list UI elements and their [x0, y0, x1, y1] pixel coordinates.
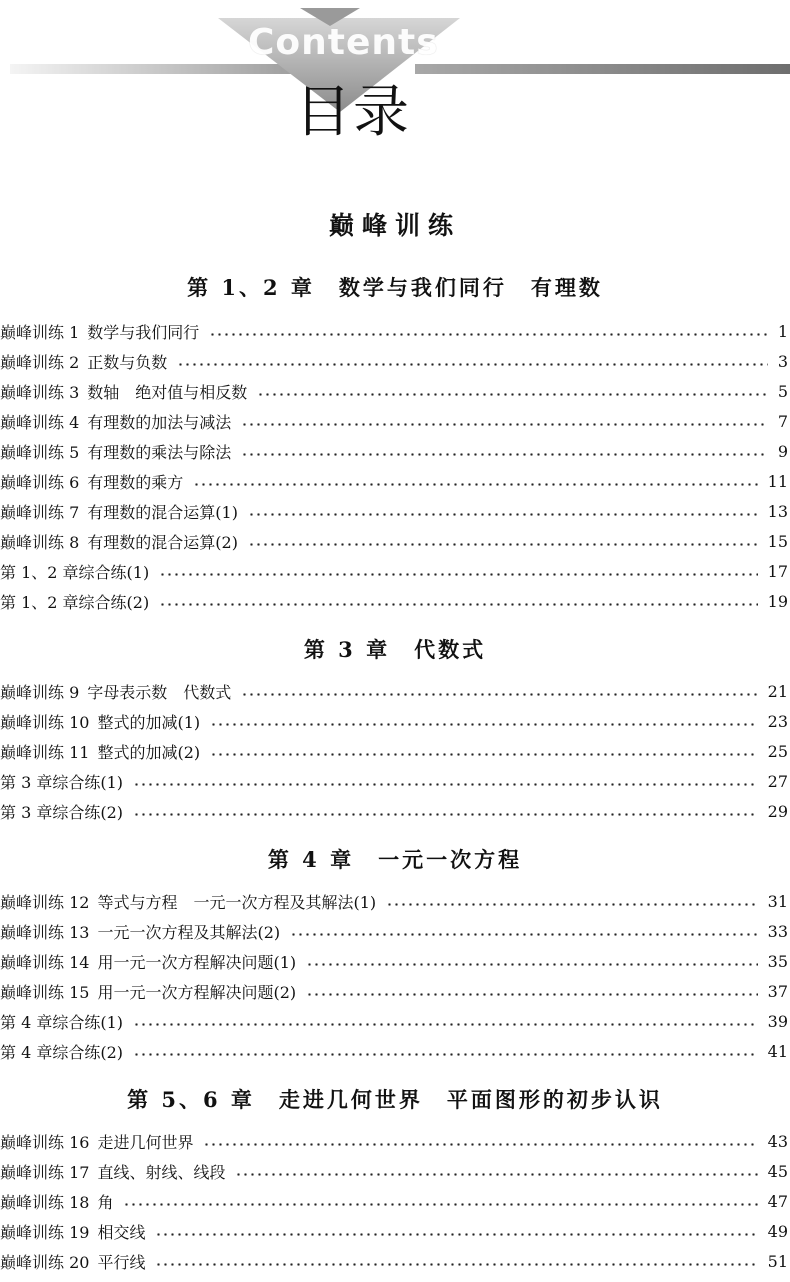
entry-title: 用一元一次方程解决问题(2) — [97, 982, 297, 1002]
dot-leader — [133, 1023, 758, 1026]
entry-page: 47 — [767, 1191, 788, 1211]
entry-title: 第 3 章综合练(2) — [0, 802, 124, 822]
entry-title: 用一元一次方程解决问题(1) — [97, 952, 297, 972]
entry-prefix: 巅峰训练 6 — [0, 472, 80, 492]
entry-prefix: 巅峰训练 12 — [0, 892, 90, 912]
chapter-title: 第 1、2 章 数学与我们同行 有理数 — [187, 275, 603, 300]
entry-page: 3 — [777, 351, 788, 371]
toc-entry[interactable] — [0, 1188, 788, 1214]
entry-title: 走进几何世界 — [97, 1132, 194, 1152]
entry-prefix: 巅峰训练 7 — [0, 502, 80, 522]
entry-title: 直线、射线、线段 — [97, 1162, 226, 1182]
toc-entry[interactable] — [0, 918, 788, 944]
entry-prefix: 巅峰训练 3 — [0, 382, 80, 402]
toc-entry[interactable] — [0, 1158, 788, 1184]
toc-entry[interactable] — [0, 318, 788, 344]
entry-title: 数学与我们同行 — [87, 322, 200, 342]
toc-entry[interactable] — [0, 528, 788, 554]
toc-entry[interactable] — [0, 438, 788, 464]
dot-leader — [306, 993, 758, 996]
entry-page: 39 — [767, 1011, 788, 1031]
entry-prefix: 巅峰训练 11 — [0, 742, 90, 762]
dot-leader — [133, 1053, 758, 1056]
section-title: 巅峰训练 — [328, 211, 461, 240]
entry-title: 等式与方程 一元一次方程及其解法(1) — [97, 892, 377, 912]
entry-title: 第 4 章综合练(1) — [0, 1012, 124, 1032]
contents-banner-word: Contents — [248, 22, 439, 63]
entry-title: 正数与负数 — [87, 352, 168, 372]
entry-page: 33 — [767, 921, 788, 941]
dot-leader — [209, 333, 768, 336]
entry-title: 一元一次方程及其解法(2) — [97, 922, 281, 942]
entry-prefix: 巅峰训练 5 — [0, 442, 80, 462]
entry-page: 41 — [767, 1041, 788, 1061]
entry-page: 1 — [777, 321, 788, 341]
dot-leader — [159, 573, 757, 576]
entry-page: 43 — [767, 1131, 788, 1151]
entry-prefix: 巅峰训练 8 — [0, 532, 80, 552]
toc-entry[interactable] — [0, 378, 788, 404]
toc-entry[interactable] — [0, 1248, 788, 1274]
dot-leader — [241, 453, 768, 456]
entry-page: 11 — [767, 471, 788, 491]
toc-entry[interactable] — [0, 558, 788, 584]
entry-prefix: 巅峰训练 14 — [0, 952, 90, 972]
toc-entry[interactable] — [0, 588, 788, 614]
entry-title: 整式的加减(2) — [97, 742, 201, 762]
entry-page: 35 — [767, 951, 788, 971]
entry-page: 21 — [767, 681, 788, 701]
entry-prefix: 巅峰训练 2 — [0, 352, 80, 372]
dot-leader — [155, 1233, 757, 1236]
entry-page: 45 — [767, 1161, 788, 1181]
dot-leader — [123, 1203, 757, 1206]
chapter-title: 第 5、6 章 走进几何世界 平面图形的初步认识 — [127, 1087, 663, 1112]
entry-prefix: 巅峰训练 9 — [0, 682, 80, 702]
toc-entry[interactable] — [0, 348, 788, 374]
toc-entry[interactable] — [0, 708, 788, 734]
toc-entry[interactable] — [0, 1038, 788, 1064]
toc-entry[interactable] — [0, 798, 788, 824]
chapter-title: 第 4 章 一元一次方程 — [267, 847, 523, 872]
dot-leader — [203, 1143, 757, 1146]
entry-page: 19 — [767, 591, 788, 611]
page-title: 目录 — [295, 80, 411, 145]
entry-title: 有理数的乘法与除法 — [87, 442, 232, 462]
dot-leader — [248, 543, 758, 546]
entry-title: 整式的加减(1) — [97, 712, 201, 732]
entry-page: 23 — [767, 711, 788, 731]
entry-page: 9 — [777, 441, 788, 461]
dot-leader — [306, 963, 758, 966]
dot-leader — [241, 693, 757, 696]
dot-leader — [248, 513, 758, 516]
entry-prefix: 巅峰训练 18 — [0, 1192, 90, 1212]
dot-leader — [257, 393, 768, 396]
entry-title: 相交线 — [97, 1222, 146, 1242]
entry-prefix: 巅峰训练 19 — [0, 1222, 90, 1242]
toc-entry[interactable] — [0, 768, 788, 794]
entry-prefix: 巅峰训练 17 — [0, 1162, 90, 1182]
dot-leader — [210, 723, 758, 726]
entry-page: 27 — [767, 771, 788, 791]
entry-title: 角 — [97, 1192, 114, 1212]
entry-title: 有理数的混合运算(2) — [87, 532, 238, 552]
entry-title: 有理数的加法与减法 — [87, 412, 232, 432]
contents-header — [0, 0, 790, 145]
chapter-title: 第 3 章 代数式 — [303, 637, 487, 662]
dot-leader — [159, 603, 757, 606]
toc-entry[interactable] — [0, 978, 788, 1004]
dot-leader — [210, 753, 758, 756]
toc-entry[interactable] — [0, 498, 788, 524]
entry-page: 29 — [767, 801, 788, 821]
entry-page: 31 — [767, 891, 788, 911]
dot-leader — [241, 423, 768, 426]
toc-entry[interactable] — [0, 468, 788, 494]
dot-leader — [290, 933, 758, 936]
entry-page: 13 — [767, 501, 788, 521]
entry-title: 第 3 章综合练(1) — [0, 772, 124, 792]
dot-leader — [155, 1263, 757, 1266]
toc-entry[interactable] — [0, 948, 788, 974]
toc-entry[interactable] — [0, 888, 788, 914]
entry-page: 51 — [767, 1251, 788, 1271]
entry-page: 37 — [767, 981, 788, 1001]
entry-title: 第 1、2 章综合练(2) — [0, 592, 150, 612]
entry-title: 第 4 章综合练(2) — [0, 1042, 124, 1062]
dot-leader — [386, 903, 758, 906]
entry-prefix: 巅峰训练 1 — [0, 322, 80, 342]
entry-prefix: 巅峰训练 10 — [0, 712, 90, 732]
entry-page: 7 — [777, 411, 788, 431]
entry-prefix: 巅峰训练 16 — [0, 1132, 90, 1152]
dot-leader — [133, 813, 758, 816]
entry-page: 17 — [767, 561, 788, 581]
entry-title: 平行线 — [97, 1252, 146, 1272]
dot-leader — [133, 783, 758, 786]
entry-title: 字母表示数 代数式 — [87, 682, 232, 702]
toc-entry[interactable] — [0, 1128, 788, 1154]
entry-page: 5 — [777, 381, 788, 401]
entry-title: 第 1、2 章综合练(1) — [0, 562, 150, 582]
entry-page: 15 — [767, 531, 788, 551]
dot-leader — [193, 483, 757, 486]
entry-prefix: 巅峰训练 20 — [0, 1252, 90, 1272]
toc-entry[interactable] — [0, 408, 788, 434]
entry-prefix: 巅峰训练 15 — [0, 982, 90, 1002]
toc-entry[interactable] — [0, 678, 788, 704]
entry-page: 49 — [767, 1221, 788, 1241]
entry-title: 有理数的乘方 — [87, 472, 184, 492]
entry-prefix: 巅峰训练 4 — [0, 412, 80, 432]
dot-leader — [177, 363, 768, 366]
entry-page: 25 — [767, 741, 788, 761]
entry-title: 有理数的混合运算(1) — [87, 502, 238, 522]
toc-entry[interactable] — [0, 1218, 788, 1244]
toc-entry[interactable] — [0, 738, 788, 764]
toc-entry[interactable] — [0, 1008, 788, 1034]
entry-prefix: 巅峰训练 13 — [0, 922, 90, 942]
entry-title: 数轴 绝对值与相反数 — [87, 382, 248, 402]
dot-leader — [235, 1173, 757, 1176]
